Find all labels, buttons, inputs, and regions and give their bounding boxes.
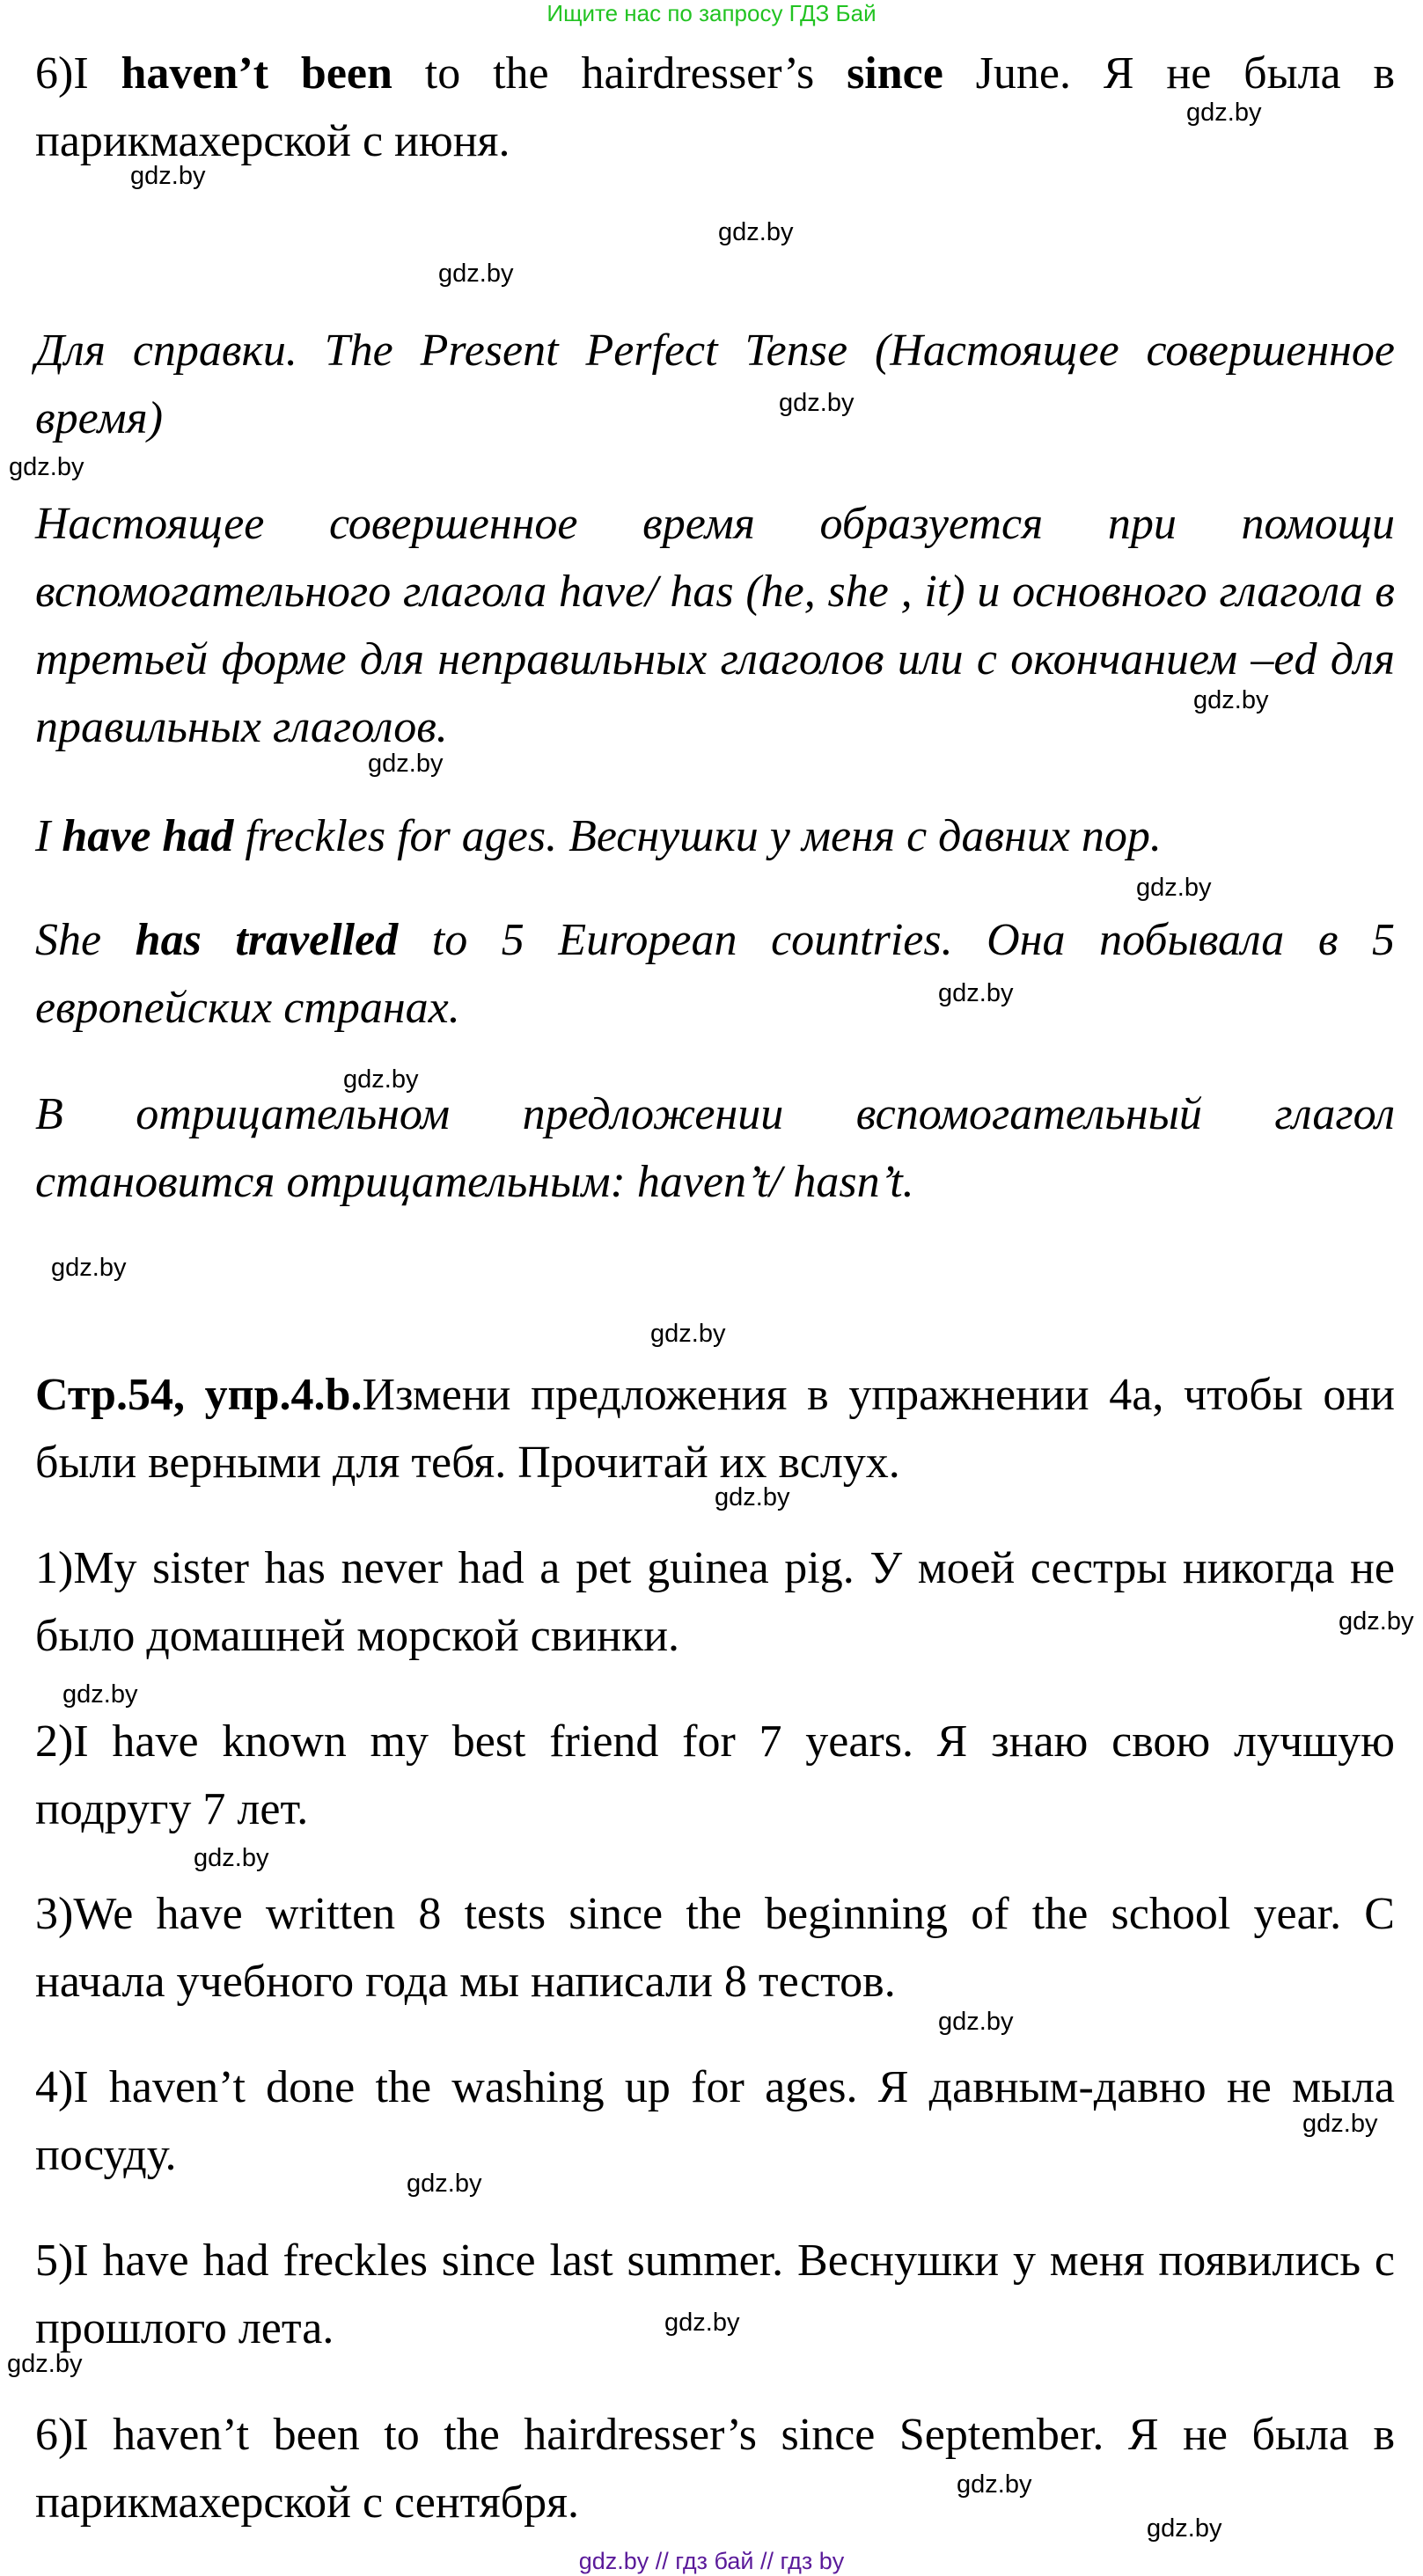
example-1 [35, 802, 1395, 870]
bold-text: has travelled [135, 915, 399, 965]
text: June. Я не была в парикмахерской с июня. [35, 48, 1396, 166]
text: 6)I [35, 48, 121, 99]
watermark: gdz.by [51, 1254, 127, 1282]
watermark: gdz.by [779, 389, 855, 417]
answer-2: 2)I have known my best friend for 7 years. Я знаю свою лучшую подругу 7 лет. [35, 1716, 1395, 1834]
watermark: gdz.by [1186, 99, 1262, 127]
task-text: Измени предложения в упражнении 4а, чтобы они были верными для тебя. Прочитай их вслух. [35, 1370, 1395, 1488]
watermark: gdz.by [368, 750, 444, 778]
watermark: gdz.by [715, 1483, 790, 1511]
watermark: gdz.by [9, 453, 84, 481]
watermark: gdz.by [407, 2170, 482, 2198]
text: to the hairdresser’s [392, 48, 847, 99]
negative-rule: В отрицательном предложении вспомогательный глагол становится отрицательным: haven’t/ hasn’t. [35, 1089, 1395, 1207]
text: freckles for ages. Веснушки у меня с давних пор. [233, 811, 1162, 861]
watermark: gdz.by [938, 2008, 1014, 2036]
footer-links: gdz.by // гдз бай // гдз by [578, 2548, 845, 2574]
watermark: gdz.by [957, 2470, 1032, 2499]
bold-text: since [847, 48, 943, 99]
watermark: gdz.by [1193, 686, 1269, 714]
grammar-rule: Настоящее совершенное время образуется при помощи вспомогательного глагола have/ has (he, she , it) и основного глагола в третьей форме для неправильных глаголов или с окончанием –ed для правильных глаголов. [35, 499, 1395, 752]
watermark: gdz.by [343, 1065, 419, 1094]
watermark: gdz.by [1339, 1607, 1414, 1636]
watermark: gdz.by [718, 218, 794, 246]
watermark: gdz.by [438, 260, 514, 288]
task-heading [35, 1361, 1395, 1497]
answer-1: 1)My sister has never had a pet guinea pig. У моей сестры никогда не было домашней морской свинки. [35, 1543, 1395, 1661]
watermark: gdz.by [194, 1844, 269, 1872]
bold-text: haven’t been [121, 48, 392, 99]
watermark: gdz.by [938, 979, 1014, 1007]
reference-heading: Для справки. The Present Perfect Tense (Настоящее совершенное время) [35, 326, 1395, 443]
bold-text: have had [62, 811, 234, 861]
watermark: gdz.by [1302, 2110, 1378, 2138]
watermark: gdz.by [1136, 874, 1212, 902]
answer-3: 3)We have written 8 tests since the beginning of the school year. С начала учебного года мы написали 8 тестов. [35, 1889, 1395, 2007]
text: She [35, 915, 136, 965]
watermark: gdz.by [130, 162, 206, 190]
answer-5: 5)I have had freckles since last summer. Веснушки у меня появились с прошлого лета. [35, 2236, 1395, 2353]
task-label: Стр.54, упр.4.b. [35, 1370, 363, 1420]
text: to 5 European countries. Она побывала в 5 европейских странах. [35, 915, 1395, 1033]
text: I [35, 811, 62, 861]
watermark: gdz.by [7, 2350, 83, 2378]
watermark: gdz.by [664, 2309, 740, 2337]
example-2 [35, 906, 1395, 1042]
answer-4: 4)I haven’t done the washing up for ages. Я давным-давно не мыла посуду. [35, 2062, 1395, 2180]
search-banner: Ищите нас по запросу ГДЗ Бай [546, 0, 877, 26]
watermark: gdz.by [650, 1320, 726, 1348]
answer-6: 6)I haven’t been to the hairdresser’s since September. Я не была в парикмахерской с сентября. [35, 2410, 1395, 2528]
watermark: gdz.by [1147, 2514, 1222, 2543]
watermark: gdz.by [62, 1680, 138, 1709]
